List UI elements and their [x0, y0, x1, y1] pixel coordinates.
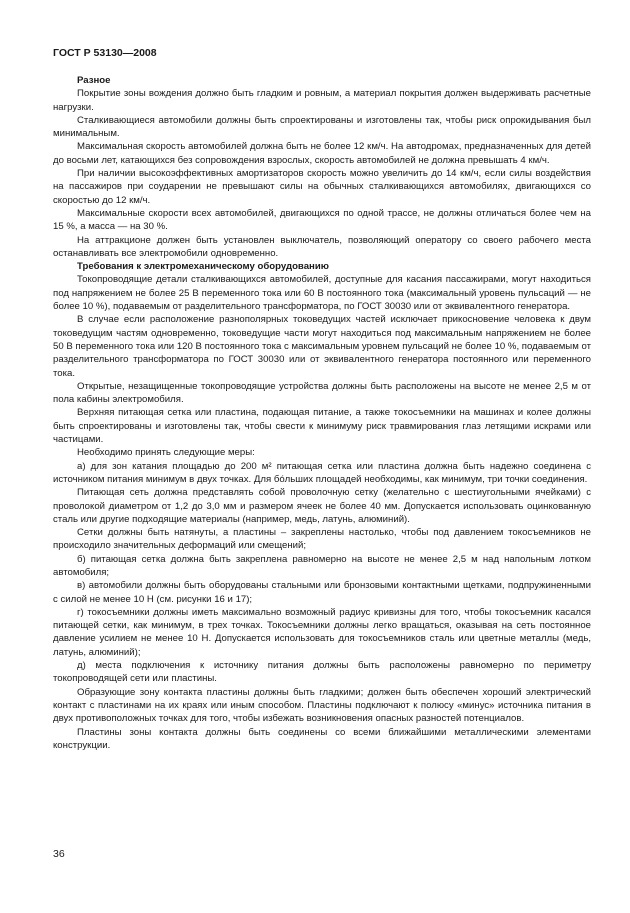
- paragraph: Необходимо принять следующие меры:: [77, 447, 255, 459]
- paragraph: Сталкивающиеся автомобили должны быть спроектированы и изготовлены так, чтобы риск опрокидывания был минимальным.: [53, 114, 591, 140]
- document-body: [53, 74, 591, 752]
- paragraph: Открытые, незащищенные токопроводящие устройства должны быть расположены на высоте не менее 2,5 м от пола кабины электромобиля.: [53, 380, 591, 406]
- paragraph: В случае если расположение разнополярных токоведущих частей исключает прикосновение человека к двум токоведущим частям одновременно, токоведущие части могут находиться под максимальным напряжением не более 50 В переменного тока или 120 В постоянного тока с максимальным уровнем пульсаций не более 10 %, подаваемым от разделительного трансформатора по ГОСТ 30030 или от эквивалентного генератора постоянного или переменного тока.: [53, 314, 591, 379]
- section-heading: Требования к электромеханическому оборудованию: [77, 261, 329, 273]
- paragraph: Максимальные скорости всех автомобилей, двигающихся по одной трассе, не должны отличаться более чем на 15 %, а масса — на 30 %.: [53, 207, 591, 233]
- paragraph: При наличии высокоэффективных амортизаторов скорость можно увеличить до 14 км/ч, если силы воздействия на пассажиров при соударении не превышают силы на обычных сталкивающихся автомобилях, двигающихся со скоростью до 12 км/ч.: [53, 168, 591, 206]
- paragraph: д) места подключения к источнику питания должны быть расположены равномерно по периметру токопроводящей сети или пластины.: [53, 660, 591, 685]
- paragraph: г) токосъемники должны иметь максимально возможный радиус кривизны для того, чтобы токосъемник касался питающей сетки, как минимум, в трех точках. Токосъемники должны легко вращаться, оказывая на сеть постоянное давление усилием не менее 10 Н. Допускается использовать для токосъемников сталь или цветные металлы (медь, латунь, алюминий);: [53, 606, 591, 658]
- paragraph: б) питающая сетка должна быть закреплена равномерно на высоте не менее 2,5 м над напольным лотком автомобиля;: [53, 553, 591, 578]
- paragraph: Сетки должны быть натянуты, а пластины – закреплены настолько, чтобы под давлением токосъемников не происходило значительных деформаций или смещений;: [53, 527, 591, 552]
- paragraph: а) для зон катания площадью до 200 м² питающая сетка или пластина должна быть надежно соединена с источником питания минимум в двух точках. Для бóльших площадей необходимы, как минимум, три точки соединения.: [53, 460, 591, 485]
- paragraph: Покрытие зоны вождения должно быть гладким и ровным, а материал покрытия должен выдерживать расчетные нагрузки.: [53, 88, 591, 113]
- paragraph: На аттракционе должен быть установлен выключатель, позволяющий оператору со своего рабочего места останавливать все электромобили одновременно.: [53, 234, 591, 259]
- paragraph: Токопроводящие детали сталкивающихся автомобилей, доступные для касания пассажирами, могут находиться под напряжением не более 25 В переменного тока или 60 В постоянного тока (максимальный уровень пульсаций — не более 10 %), подаваемым от разделительного трансформатора, по ГОСТ 30030 или от эквивалентного генератора.: [53, 274, 591, 313]
- page-number: 36: [53, 848, 65, 860]
- paragraph: Питающая сеть должна представлять собой проволочную сетку (желательно с шестиугольными ячейками) с проволокой диаметром от 1,2 до 3,0 мм и размером ячеек не более 40 мм. Допускается использовать оцинкованную сталь или другие подходящие материалы (например, медь, латунь, алюминий).: [53, 487, 591, 525]
- paragraph: Пластины зоны контакта должны быть соединены со всеми ближайшими металлическими элементами конструкции.: [53, 726, 591, 751]
- paragraph: Верхняя питающая сетка или пластина, подающая питание, а также токосъемники на машинах и колее должны быть спроектированы и изготовлены так, чтобы свести к минимуму риск травмирования глаз летящими искрами или частицами.: [53, 407, 591, 446]
- document-header: ГОСТ Р 53130—2008: [53, 47, 157, 59]
- paragraph: в) автомобили должны быть оборудованы стальными или бронзовыми контактными щетками, подпружиненными с силой не менее 10 Н (см. рисунки 16 и 17);: [53, 580, 591, 605]
- paragraph: Максимальная скорость автомобилей должна быть не более 12 км/ч. На автодромах, предназначенных для детей до восьми лет, катающихся без сопровождения взрослых, скорость автомобилей не должна превышать 4 км/ч.: [53, 141, 591, 166]
- paragraph: Образующие зону контакта пластины должны быть гладкими; должен быть обеспечен хороший электрический контакт с пластинами на их краях или иным способом. Пластины подключают к полюсу «минус» источника питания в двух противоположных точках для того, чтобы избежать возникновения опасных разностей потенциалов.: [53, 686, 591, 725]
- section-heading: Разное: [77, 75, 111, 86]
